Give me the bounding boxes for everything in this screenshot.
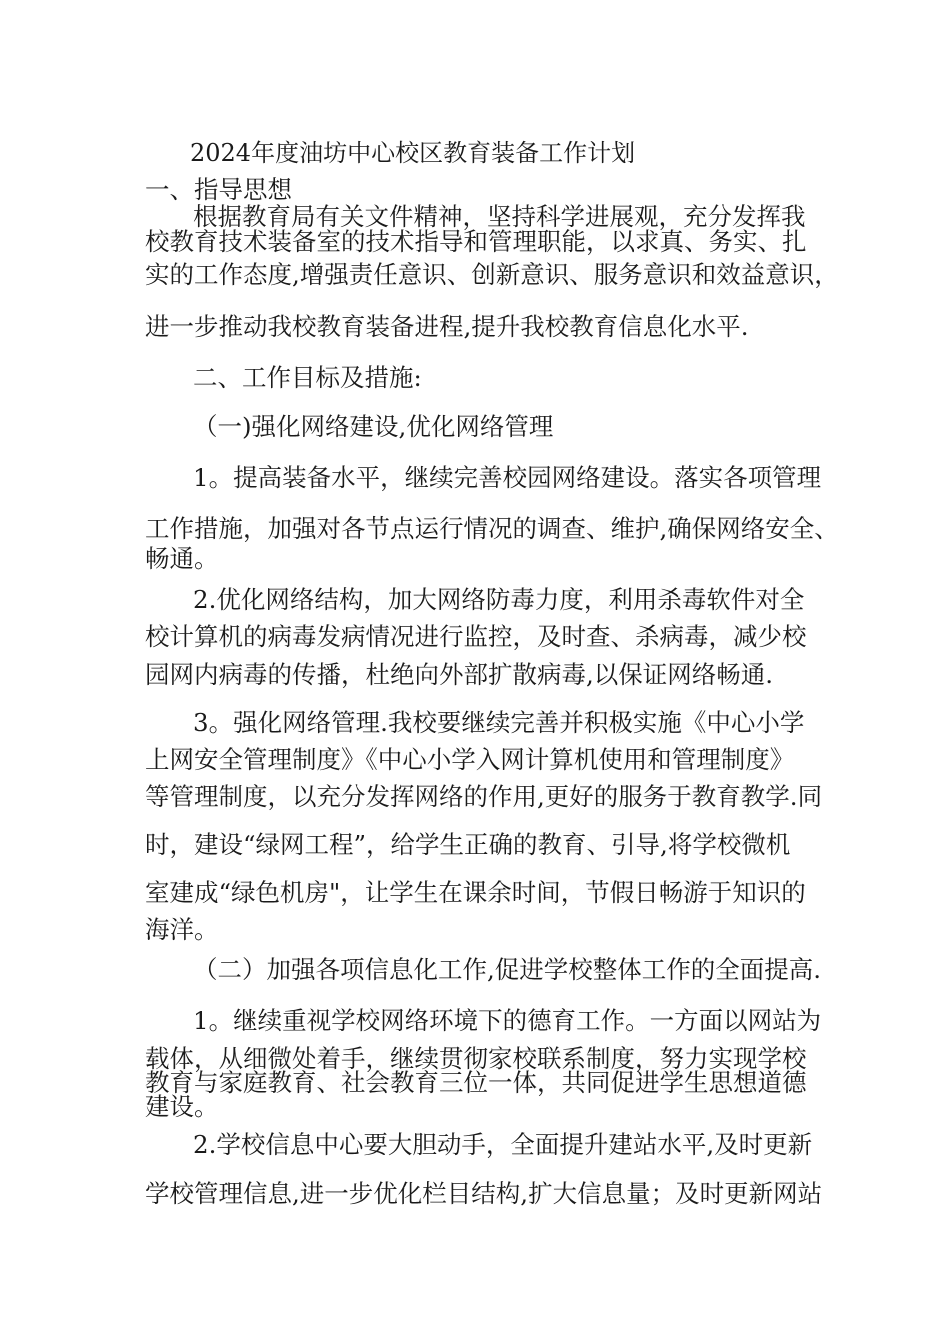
paragraph-line: 园网内病毒的传播，杜绝向外部扩散病毒,以保证网络畅通. bbox=[145, 660, 774, 689]
paragraph-line: 海洋。 bbox=[145, 915, 219, 944]
paragraph-line: 等管理制度，以充分发挥网络的作用,更好的服务于教育教学.同 bbox=[145, 782, 823, 811]
paragraph-line: 建设。 bbox=[145, 1092, 219, 1121]
paragraph-line: 1。继续重视学校网络环境下的德育工作。一方面以网站为 bbox=[193, 1006, 822, 1035]
paragraph-line: 上网安全管理制度》《中心小学入网计算机使用和管理制度》 bbox=[145, 745, 795, 774]
paragraph-line: 教育与家庭教育、社会教育三位一体，共同促进学生思想道德 bbox=[145, 1068, 807, 1097]
paragraph-line: 时，建设“绿网工程”，给学生正确的教育、引导,将学校微机 bbox=[145, 830, 791, 859]
paragraph-line: 载体，从细微处着手，继续贯彻家校联系制度，努力实现学校 bbox=[145, 1044, 807, 1073]
paragraph-line: 学校管理信息,进一步优化栏目结构,扩大信息量；及时更新网站 bbox=[145, 1179, 823, 1208]
document-title: 2024年度油坊中心校区教育装备工作计划 bbox=[190, 139, 636, 167]
paragraph-line: 工作措施，加强对各节点运行情况的调查、维护,确保网络安全、 bbox=[145, 514, 839, 543]
paragraph-line: 1。提高装备水平，继续完善校园网络建设。落实各项管理 bbox=[193, 463, 822, 492]
paragraph-line: 3。强化网络管理.我校要继续完善并积极实施《中心小学 bbox=[193, 708, 805, 737]
section-heading-guiding-thought: 一、指导思想 bbox=[145, 175, 292, 204]
paragraph-line: 室建成“绿色机房"，让学生在课余时间，节假日畅游于知识的 bbox=[145, 878, 806, 907]
paragraph-line: 畅通。 bbox=[145, 544, 219, 573]
subsection-heading-informatization: （二）加强各项信息化工作,促进学校整体工作的全面提高. bbox=[193, 955, 822, 984]
paragraph-line: 进一步推动我校教育装备进程,提升我校教育信息化水平. bbox=[145, 312, 749, 341]
subsection-heading-network: （一)强化网络建设,优化网络管理 bbox=[193, 412, 554, 441]
paragraph-line: 校教育技术装备室的技术指导和管理职能，以求真、务实、扎 bbox=[145, 227, 807, 256]
paragraph-line: 校计算机的病毒发病情况进行监控，及时查、杀病毒，减少校 bbox=[145, 622, 807, 651]
paragraph-line: 2.学校信息中心要大胆动手，全面提升建站水平,及时更新 bbox=[193, 1130, 813, 1159]
paragraph-line: 实的工作态度,增强责任意识、创新意识、服务意识和效益意识， bbox=[145, 260, 839, 289]
paragraph-line: 根据教育局有关文件精神，坚持科学进展观，充分发挥我 bbox=[193, 202, 806, 231]
paragraph-line: 2.优化网络结构，加大网络防毒力度，利用杀毒软件对全 bbox=[193, 585, 805, 614]
section-heading-goals: 二、工作目标及措施: bbox=[193, 363, 422, 392]
